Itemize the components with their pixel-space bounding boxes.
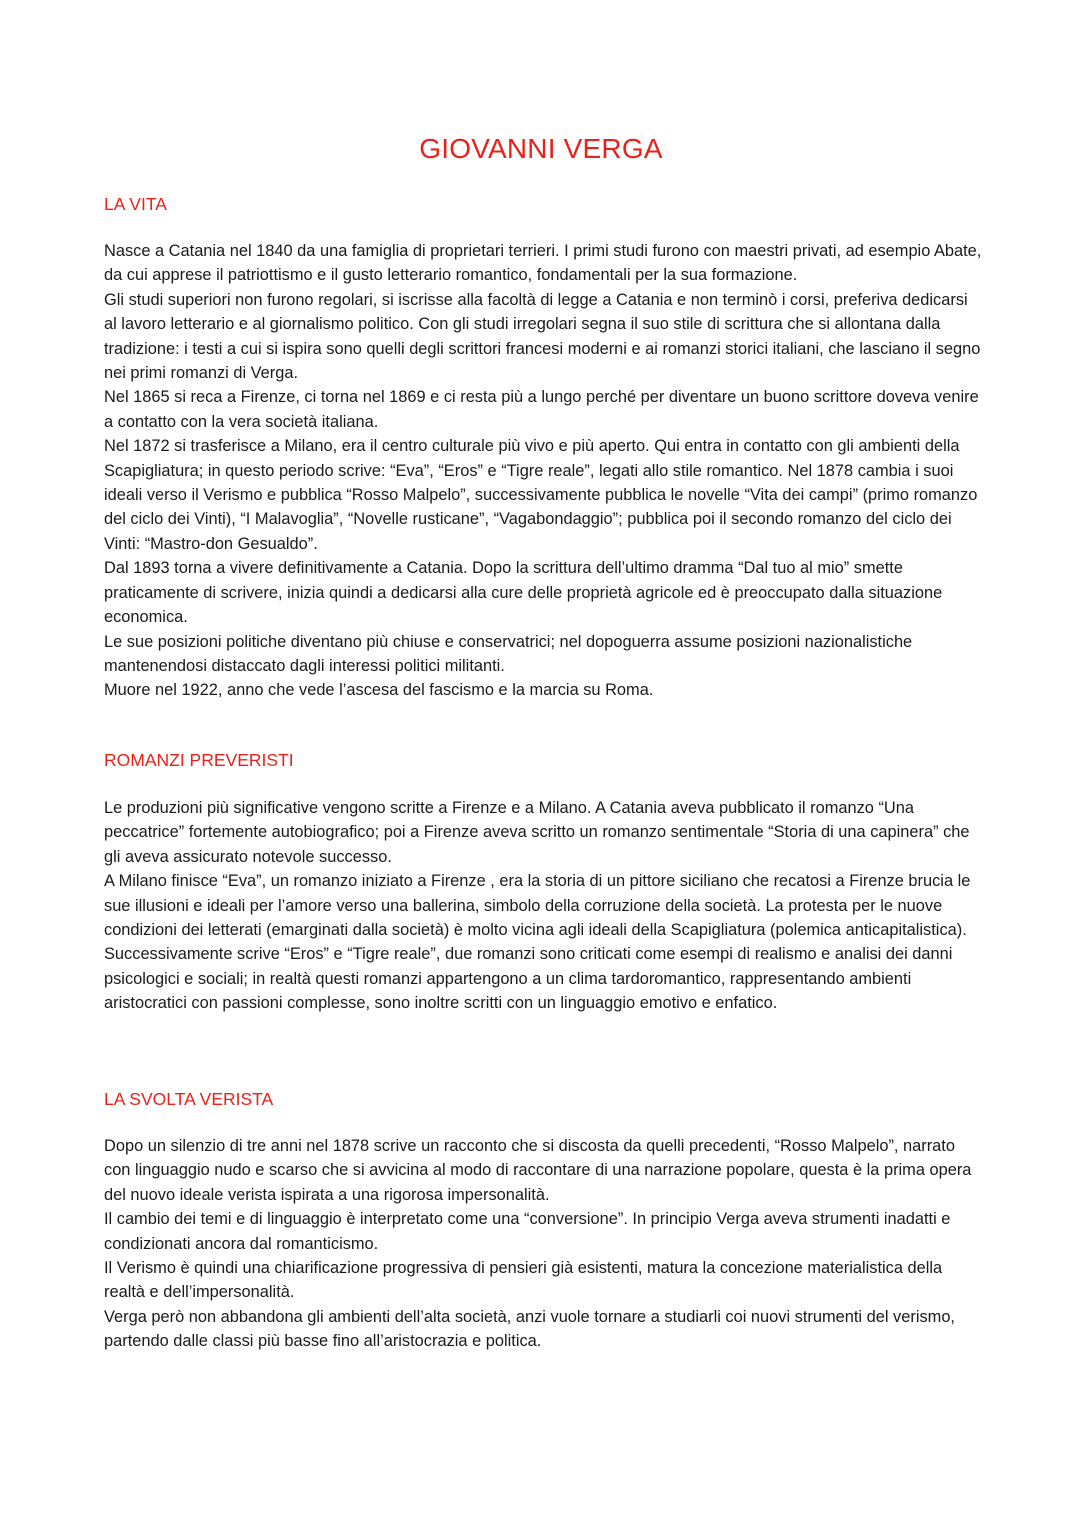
section-heading-la-vita: LA VITA bbox=[104, 194, 167, 214]
paragraph: Il Verismo è quindi una chiarificazione progressiva di pensieri già esistenti, matura la concezione materialistica della realtà e dell’impersonalità. bbox=[104, 1259, 943, 1302]
paragraph: Nel 1872 si trasferisce a Milano, era il centro culturale più vivo e più aperto. Qui entra in contatto con gli ambienti della Scapigliatura; in questo periodo scrive: “Eva”, “Eros” e “Tigre reale”, legati allo stile romantico. Nel 1878 cambia i suoi ideali verso il Verismo e pubblica “Rosso Malpelo”, successivamente pubblica le novelle “Vita dei campi” (primo romanzo del ciclo dei Vinti), “I Malavoglia”, “Novelle rusticane”, “Vagabondaggio”; pubblica poi il secondo romanzo del ciclo dei Vinti: “Mastro-don Gesualdo”. bbox=[104, 437, 978, 553]
document-title: GIOVANNI VERGA bbox=[419, 133, 663, 164]
section-heading-romanzi-preveristi: ROMANZI PREVERISTI bbox=[104, 750, 294, 770]
paragraph: Dal 1893 torna a vivere definitivamente a Catania. Dopo la scrittura dell’ultimo dramma “Dal tuo al mio” smette praticamente di scrivere, inizia quindi a dedicarsi alla cure delle proprietà agricole ed è preoccupato dalla situazione economica. bbox=[104, 559, 943, 627]
paragraph: Dopo un silenzio di tre anni nel 1878 scrive un racconto che si discosta da quelli precedenti, “Rosso Malpelo”, narrato con linguaggio nudo e scarso che si avvicina al modo di raccontare di una narrazione popolare, questa è la prima opera del nuovo ideale verista ispirata a una rigorosa impersonalità. bbox=[104, 1137, 972, 1204]
section-body-la-vita bbox=[104, 239, 984, 703]
paragraph: Le produzioni più significative vengono scritte a Firenze e a Milano. A Catania aveva pubblicato il romanzo “Una peccatrice” fortemente autobiografico; poi a Firenze aveva scritto un romanzo sentimentale “Storia di una capinera” che gli aveva assicurato notevole successo. bbox=[104, 799, 970, 866]
paragraph: Il cambio dei temi e di linguaggio è interpretato come una “conversione”. In principio Verga aveva strumenti inadatti e condizionati ancora dal romanticismo. bbox=[104, 1210, 951, 1253]
section-heading-la-svolta-verista: LA SVOLTA VERISTA bbox=[104, 1089, 274, 1109]
paragraph: Gli studi superiori non furono regolari, si iscrisse alla facoltà di legge a Catania e non terminò i corsi, preferiva dedicarsi al lavoro letterario e al giornalismo politico. Con gli studi irregolari segna il suo stile di scrittura che si allontana dalla tradizione: i testi a cui si ispira sono quelli degli scrittori francesi moderni e ai romanzi storici italiani, che lasciano il segno nei primi romanzi di Verga. bbox=[104, 290, 981, 383]
paragraph: Nel 1865 si reca a Firenze, ci torna nel 1869 e ci resta più a lungo perché per diventare un buono scrittore doveva venire a contatto con la vera società italiana. bbox=[104, 388, 979, 431]
paragraph: Verga però non abbandona gli ambienti dell’alta società, anzi vuole tornare a studiarli coi nuovi strumenti del verismo, partendo dalle classi più basse fino all’aristocrazia e politica. bbox=[104, 1307, 955, 1351]
section-body-la-svolta-verista bbox=[104, 1134, 984, 1354]
paragraph: Muore nel 1922, anno che vede l’ascesa del fascismo e la marcia su Roma. bbox=[104, 681, 654, 700]
section-body-romanzi-preveristi bbox=[104, 796, 984, 1016]
paragraph: Le sue posizioni politiche diventano più chiuse e conservatrici; nel dopoguerra assume posizioni nazionalistiche mantenendosi distaccato dagli interessi politici militanti. bbox=[104, 632, 913, 675]
paragraph: Successivamente scrive “Eros” e “Tigre reale”, due romanzi sono criticati come esempi di realismo e analisi dei danni psicologici e sociali; in realtà questi romanzi appartengono a un clima tardoromantico, rappresentando ambienti aristocratici con passioni complesse, sono inoltre scritti con un linguaggio emotivo e enfatico. bbox=[104, 945, 953, 1013]
paragraph: Nasce a Catania nel 1840 da una famiglia di proprietari terrieri. I primi studi furono con maestri privati, ad esempio Abate, da cui apprese il patriottismo e il gusto letterario romantico, fondamentali per la sua formazione. bbox=[104, 242, 982, 285]
paragraph: A Milano finisce “Eva”, un romanzo iniziato a Firenze , era la storia di un pittore siciliano che recatosi a Firenze brucia le sue illusioni e ideali per l’amore verso una ballerina, simbolo della corruzione della società. La protesta per le nuove condizioni dei letterati (emarginati dalla società) è molto vicina agli ideali della Scapigliatura (polemica anticapitalistica). bbox=[104, 872, 971, 940]
